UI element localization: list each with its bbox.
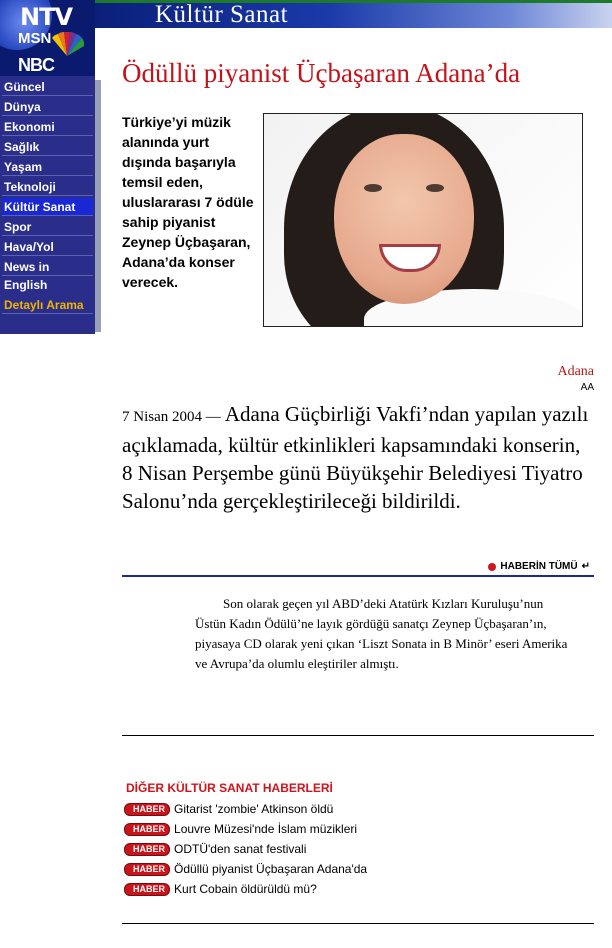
pianist-photo: [263, 113, 583, 327]
ntvmsnbc-logo[interactable]: [0, 0, 95, 76]
list-item[interactable]: [124, 819, 367, 839]
photo-face: [334, 134, 474, 304]
list-item[interactable]: [124, 859, 367, 879]
nav-item-yasam[interactable]: Yaşam: [2, 158, 93, 176]
divider-top: [122, 735, 594, 736]
other-news-link[interactable]: Gitarist 'zombie' Atkinson öldü: [174, 802, 334, 816]
other-news-link[interactable]: ODTÜ'den sanat festivali: [174, 842, 307, 856]
news-source: AA: [580, 382, 594, 393]
more-divider: [122, 575, 594, 577]
full-story-label: HABERİN TÜMÜ: [500, 561, 578, 572]
sidebar-nav: [0, 76, 95, 334]
haber-badge: HABER: [124, 823, 170, 836]
divider-bottom: [122, 923, 594, 924]
list-item[interactable]: [124, 799, 367, 819]
photo-eye-right: [426, 184, 444, 192]
haber-badge: HABER: [124, 803, 170, 816]
dateline-location: Adana: [557, 364, 594, 379]
photo-eye-left: [364, 184, 382, 192]
other-news-link[interactable]: Louvre Müzesi'nde İslam müzikleri: [174, 822, 358, 836]
full-story-link[interactable]: [488, 561, 590, 572]
nav-item-kultur-sanat[interactable]: Kültür Sanat: [2, 198, 93, 216]
other-news-link[interactable]: Ödüllü piyanist Üçbaşaran Adana'da: [174, 862, 368, 876]
arrow-down-right-icon: ↵: [581, 561, 590, 572]
logo-nbc: NBC: [18, 55, 54, 75]
bullet-icon: [488, 563, 496, 571]
nav-item-teknoloji[interactable]: Teknoloji: [2, 178, 93, 196]
haber-badge: HABER: [124, 843, 170, 856]
other-news-title: DİĞER KÜLTÜR SANAT HABERLERİ: [126, 781, 333, 795]
other-news-link[interactable]: Kurt Cobain öldürüldü mü?: [174, 882, 317, 896]
article-summary: Son olarak geçen yıl ABD’deki Atatürk Kızları Kuruluşu’nun Üstün Kadın Ödülü’ne layık gördüğü sanatçı Zeynep Üçbaşaran’ın, piyasaya CD olarak yeni çıkan ‘Liszt Sonata in B Minör’ eseri Amerika ve Avrupa’da olumlu eleştiriler almıştı.: [195, 596, 568, 671]
nav-item-ekonomi[interactable]: Ekonomi: [2, 118, 93, 136]
article-body: [122, 400, 592, 515]
nav-item-hava-yol[interactable]: Hava/Yol: [2, 238, 93, 256]
haber-badge: HABER: [124, 883, 170, 896]
other-news-list: [124, 799, 367, 899]
article-text: Adana Güçbirliği Vakfi’ndan yapılan yazılı açıklamada, kültür etkinlikleri kapsamındaki konserin, 8 Nisan Perşembe günü Büyükşehir Belediyesi Tiyatro Salonu’nda gerçekleştirileceği bildirildi.: [122, 402, 589, 513]
article-date: 7 Nisan 2004 —: [122, 409, 221, 425]
logo-msn: MSN: [18, 30, 52, 47]
page-title: Ödüllü piyanist Üçbaşaran Adana’da: [122, 58, 521, 88]
nav-item-guncel[interactable]: Güncel: [2, 78, 93, 96]
logo-ntv: NTV: [20, 3, 73, 31]
nav-item-news-in-english[interactable]: News in English: [2, 258, 93, 276]
list-item[interactable]: [124, 839, 367, 859]
nav-item-spor[interactable]: Spor: [2, 218, 93, 236]
nav-item-dunya[interactable]: Dünya: [2, 98, 93, 116]
peacock-icon: [50, 32, 84, 56]
nav-detailed-search[interactable]: Detaylı Arama: [2, 296, 93, 314]
list-item[interactable]: [124, 879, 367, 899]
article-lead: Türkiye’yi müzik alanında yurt dışında başarıyla temsil eden, uluslararası 7 ödüle sahip piyanist Zeynep Üçbaşaran, Adana’da konser verecek.: [122, 114, 254, 290]
haber-badge: HABER: [124, 863, 170, 876]
section-title: Kültür Sanat: [155, 1, 289, 28]
nav-item-saglik[interactable]: Sağlık: [2, 138, 93, 156]
